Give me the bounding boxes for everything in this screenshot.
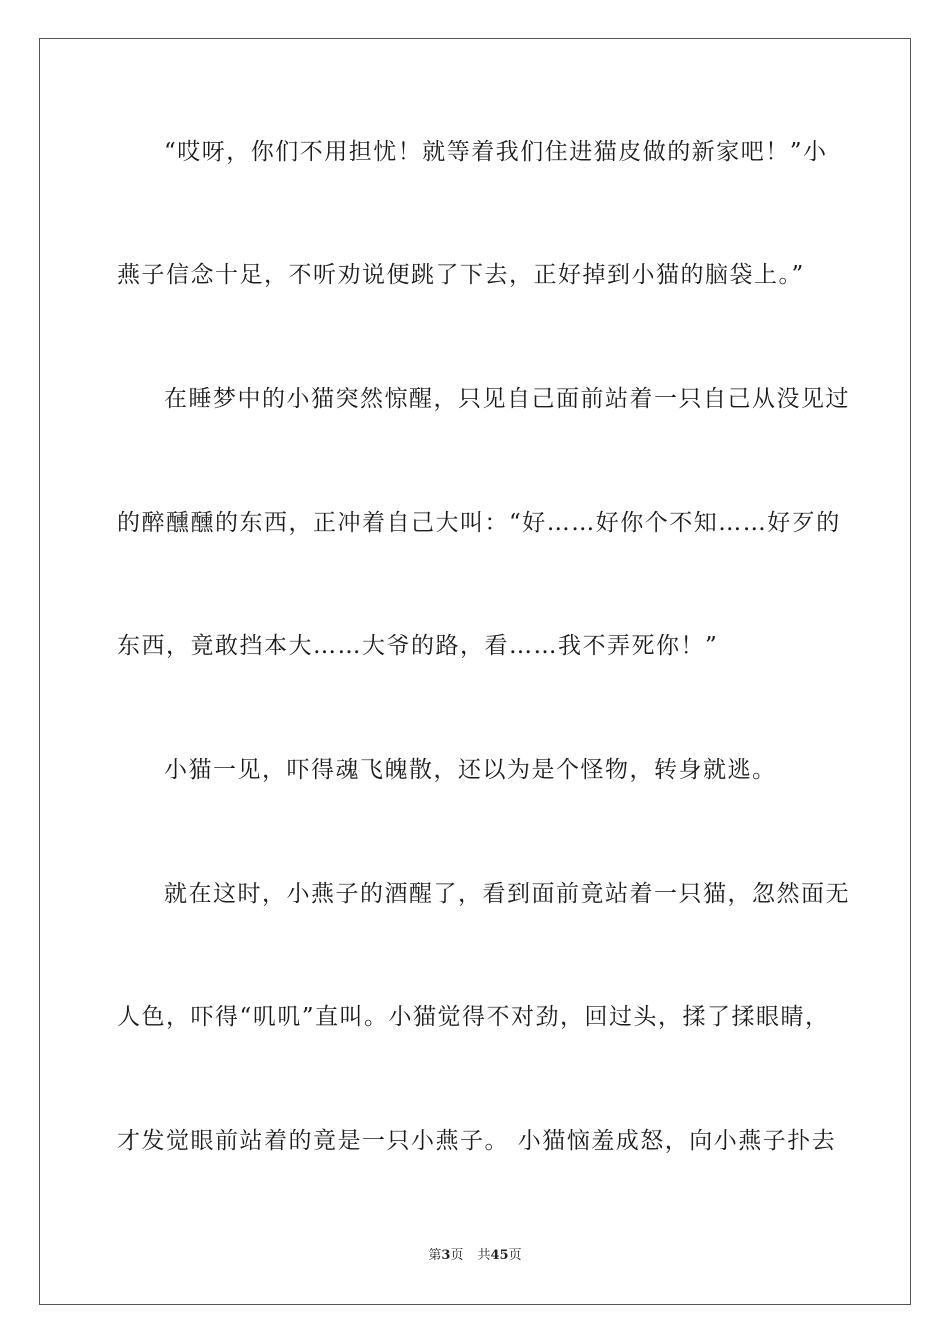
paragraph-2-line-1: 在睡梦中的小猫突然惊醒，只见自己面前站着一只自己从没见过 [164, 386, 850, 412]
paragraph-3-line-1: 小猫一见，吓得魂飞魄散，还以为是个怪物，转身就逃。 [164, 757, 777, 783]
paragraph-4-line-1: 就在这时，小燕子的酒醒了，看到面前竟站着一只猫，忽然面无 [164, 881, 850, 907]
page-frame [39, 38, 911, 1305]
footer-page-number: 3 [441, 1248, 451, 1263]
page-footer [0, 1248, 950, 1264]
paragraph-2-line-2: 的醉醺醺的东西，正冲着自己大叫：“好……好你个不知……好歹的 [117, 510, 841, 536]
paragraph-1-line-2: 燕子信念十足，不听劝说便跳了下去，正好掉到小猫的脑袋上。” [117, 262, 805, 288]
footer-total-pages: 45 [490, 1248, 509, 1263]
paragraph-4-line-2: 人色，吓得“叽叽”直叫。小猫觉得不对劲，回过头，揉了揉眼睛， [117, 1004, 830, 1030]
footer-page-prefix: 第 [428, 1248, 442, 1263]
footer-total-suffix: 页 [508, 1248, 522, 1263]
footer-total-prefix: 共 [477, 1248, 491, 1263]
paragraph-1-line-1: “哎呀，你们不用担忧！就等着我们住进猫皮做的新家吧！”小 [164, 139, 828, 165]
paragraph-2-line-3: 东西，竟敢挡本大……大爷的路，看……我不弄死你！” [117, 633, 719, 659]
footer-page-suffix: 页 [450, 1248, 464, 1263]
paragraph-4-line-3: 才发觉眼前站着的竟是一只小燕子。 小猫恼羞成怒，向小燕子扑去 [117, 1128, 837, 1154]
